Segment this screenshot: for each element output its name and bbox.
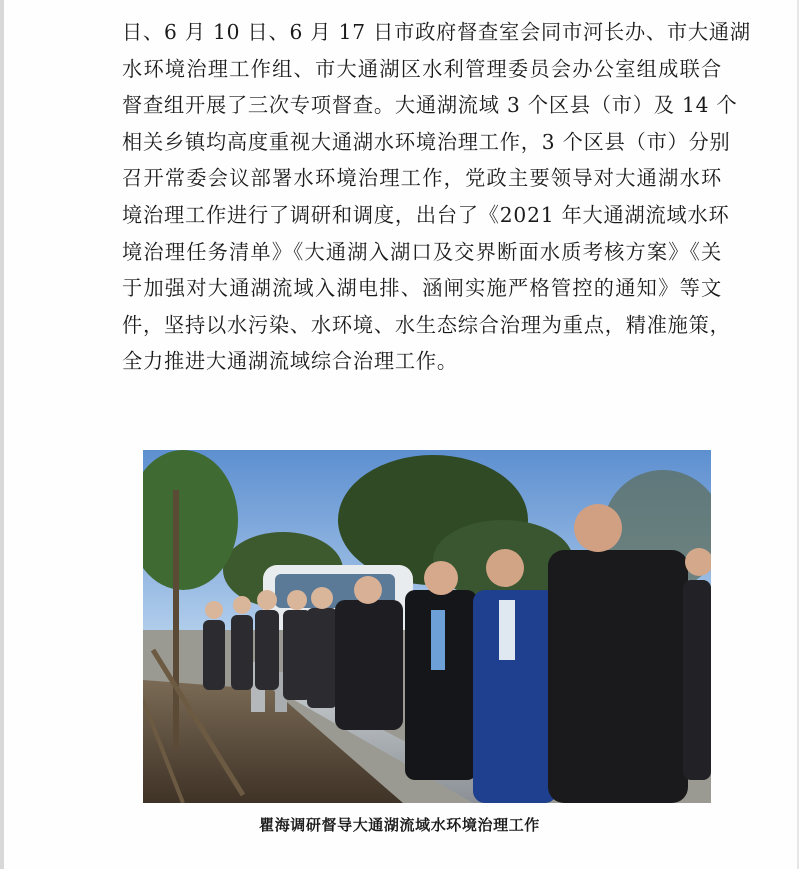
paragraph-line: 件，坚持以水污染、水环境、水生态综合治理为重点，精准施策， <box>122 312 731 337</box>
page-left-edge <box>0 0 4 869</box>
paragraph-line: 相关乡镇均高度重视大通湖水环境治理工作，3 个区县（市）分别 <box>122 129 731 154</box>
body-paragraph <box>122 14 751 380</box>
paragraph-line: 水环境治理工作组、市大通湖区水利管理委员会办公室组成联合 <box>122 56 722 81</box>
paragraph-line: 境治理任务清单》《大通湖入湖口及交界断面水质考核方案》《关 <box>122 239 722 264</box>
inspection-photo <box>143 450 711 803</box>
paragraph-line: 督查组开展了三次专项督查。大通湖流域 3 个区县（市）及 14 个 <box>122 93 738 118</box>
paragraph-line: 于加强对大通湖流域入湖电排、涵闸实施严格管控的通知》等文 <box>122 276 722 301</box>
photo-illustration <box>143 450 711 803</box>
paragraph-line: 召开常委会议部署水环境治理工作，党政主要领导对大通湖水环 <box>122 166 722 191</box>
paragraph-line: 日、6 月 10 日、6 月 17 日市政府督查室会同市河长办、市大通湖 <box>122 20 751 44</box>
paragraph-line: 全力推进大通湖流域综合治理工作。 <box>122 349 458 374</box>
paragraph-line: 境治理工作进行了调研和调度，出台了《2021 年大通湖流域水环 <box>122 202 730 227</box>
photo-caption: 瞿海调研督导大通湖流域水环境治理工作 <box>259 816 540 834</box>
